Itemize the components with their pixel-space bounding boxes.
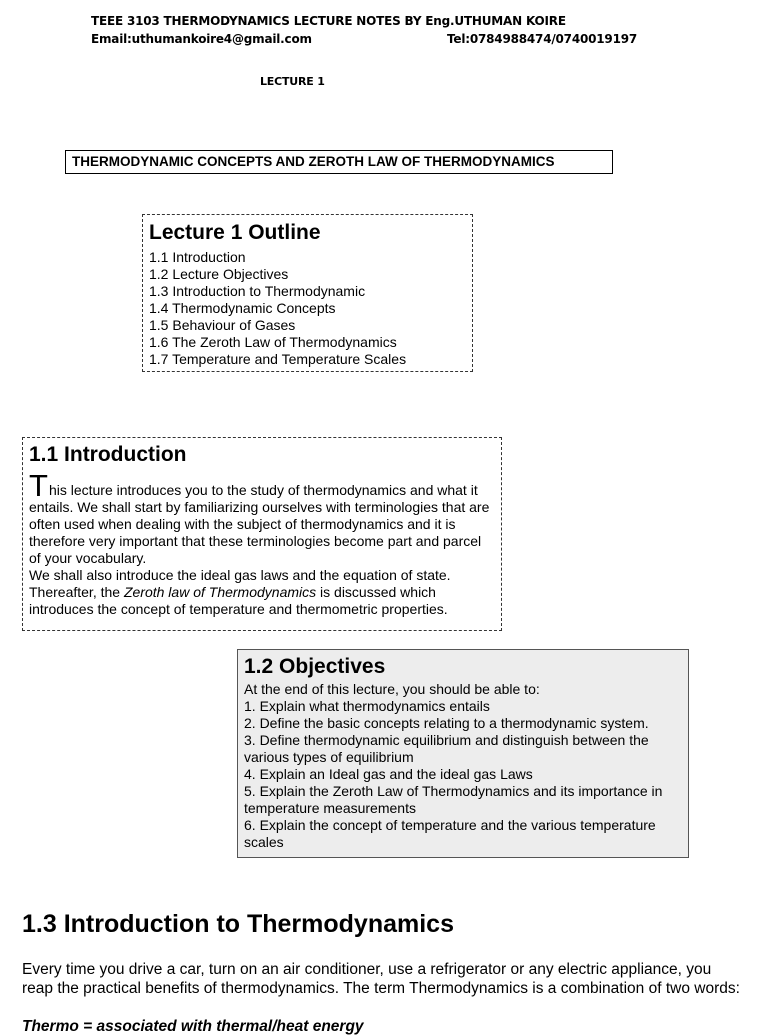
lecture-outline-box bbox=[142, 214, 473, 372]
introduction-paragraph-1-text: his lecture introduces you to the study of thermodynamics and what it entails. We shall start by familiarizing ourselves with terminologies that are often used when dealing with the subject of thermodynamics and it is therefore very important that these terminologies become part and parcel of your vocabulary. bbox=[29, 482, 490, 566]
introduction-p2-start: We shall also introduce the ideal gas laws and the equation of state. Thereafter, the bbox=[29, 567, 451, 600]
objective-item: 4. Explain an Ideal gas and the ideal gas Laws bbox=[244, 766, 533, 782]
outline-heading: Lecture 1 Outline bbox=[149, 221, 321, 244]
header-title: TEEE 3103 THERMODYNAMICS LECTURE NOTES BY Eng.UTHUMAN KOIRE bbox=[91, 14, 566, 28]
introduction-box bbox=[22, 437, 502, 631]
outline-item: 1.3 Introduction to Thermodynamic bbox=[149, 283, 366, 299]
outline-list bbox=[149, 249, 472, 368]
objectives-list bbox=[244, 698, 682, 851]
objective-item: 2. Define the basic concepts relating to a thermodynamic system. bbox=[244, 715, 649, 731]
header-email: Email:uthumankoire4@gmail.com bbox=[91, 32, 312, 46]
objectives-box bbox=[237, 649, 689, 858]
outline-item: 1.1 Introduction bbox=[149, 249, 246, 265]
objective-item: 1. Explain what thermodynamics entails bbox=[244, 698, 490, 714]
introduction-heading: 1.1 Introduction bbox=[29, 443, 187, 466]
section-1-3-heading: 1.3 Introduction to Thermodynamics bbox=[22, 910, 454, 938]
main-title-box: THERMODYNAMIC CONCEPTS AND ZEROTH LAW OF THERMODYNAMICS bbox=[65, 150, 613, 174]
lecture-label: LECTURE 1 bbox=[260, 75, 325, 88]
introduction-p2-end: is discussed which introduces the concept of temperature and thermometric properties. bbox=[29, 584, 448, 617]
outline-item: 1.2 Lecture Objectives bbox=[149, 266, 289, 282]
objective-item: 5. Explain the Zeroth Law of Thermodynamics and its importance in temperature measurements bbox=[244, 783, 663, 816]
objective-item: 6. Explain the concept of temperature and the various temperature scales bbox=[244, 817, 656, 850]
introduction-paragraph-1 bbox=[29, 468, 495, 567]
outline-item: 1.5 Behaviour of Gases bbox=[149, 317, 296, 333]
zeroth-law-emphasis: Zeroth law of Thermodynamics bbox=[123, 584, 317, 600]
objectives-heading: 1.2 Objectives bbox=[244, 655, 386, 678]
drop-cap: T bbox=[29, 468, 48, 503]
introduction-paragraph-2 bbox=[29, 567, 495, 618]
objectives-intro: At the end of this lecture, you should be able to: bbox=[244, 681, 540, 697]
thermo-definition: Thermo = associated with thermal/heat energy bbox=[22, 1018, 364, 1035]
outline-item: 1.6 The Zeroth Law of Thermodynamics bbox=[149, 334, 397, 350]
section-1-3-paragraph: Every time you drive a car, turn on an air conditioner, use a refrigerator or any electric appliance, you reap the practical benefits of thermodynamics. The term Thermodynamics is a combination of two words: bbox=[22, 961, 740, 997]
objective-item: 3. Define thermodynamic equilibrium and distinguish between the various types of equilibrium bbox=[244, 732, 649, 765]
outline-item: 1.4 Thermodynamic Concepts bbox=[149, 300, 336, 316]
header-telephone: Tel:0784988474/0740019197 bbox=[447, 32, 638, 46]
outline-item: 1.7 Temperature and Temperature Scales bbox=[149, 351, 407, 367]
